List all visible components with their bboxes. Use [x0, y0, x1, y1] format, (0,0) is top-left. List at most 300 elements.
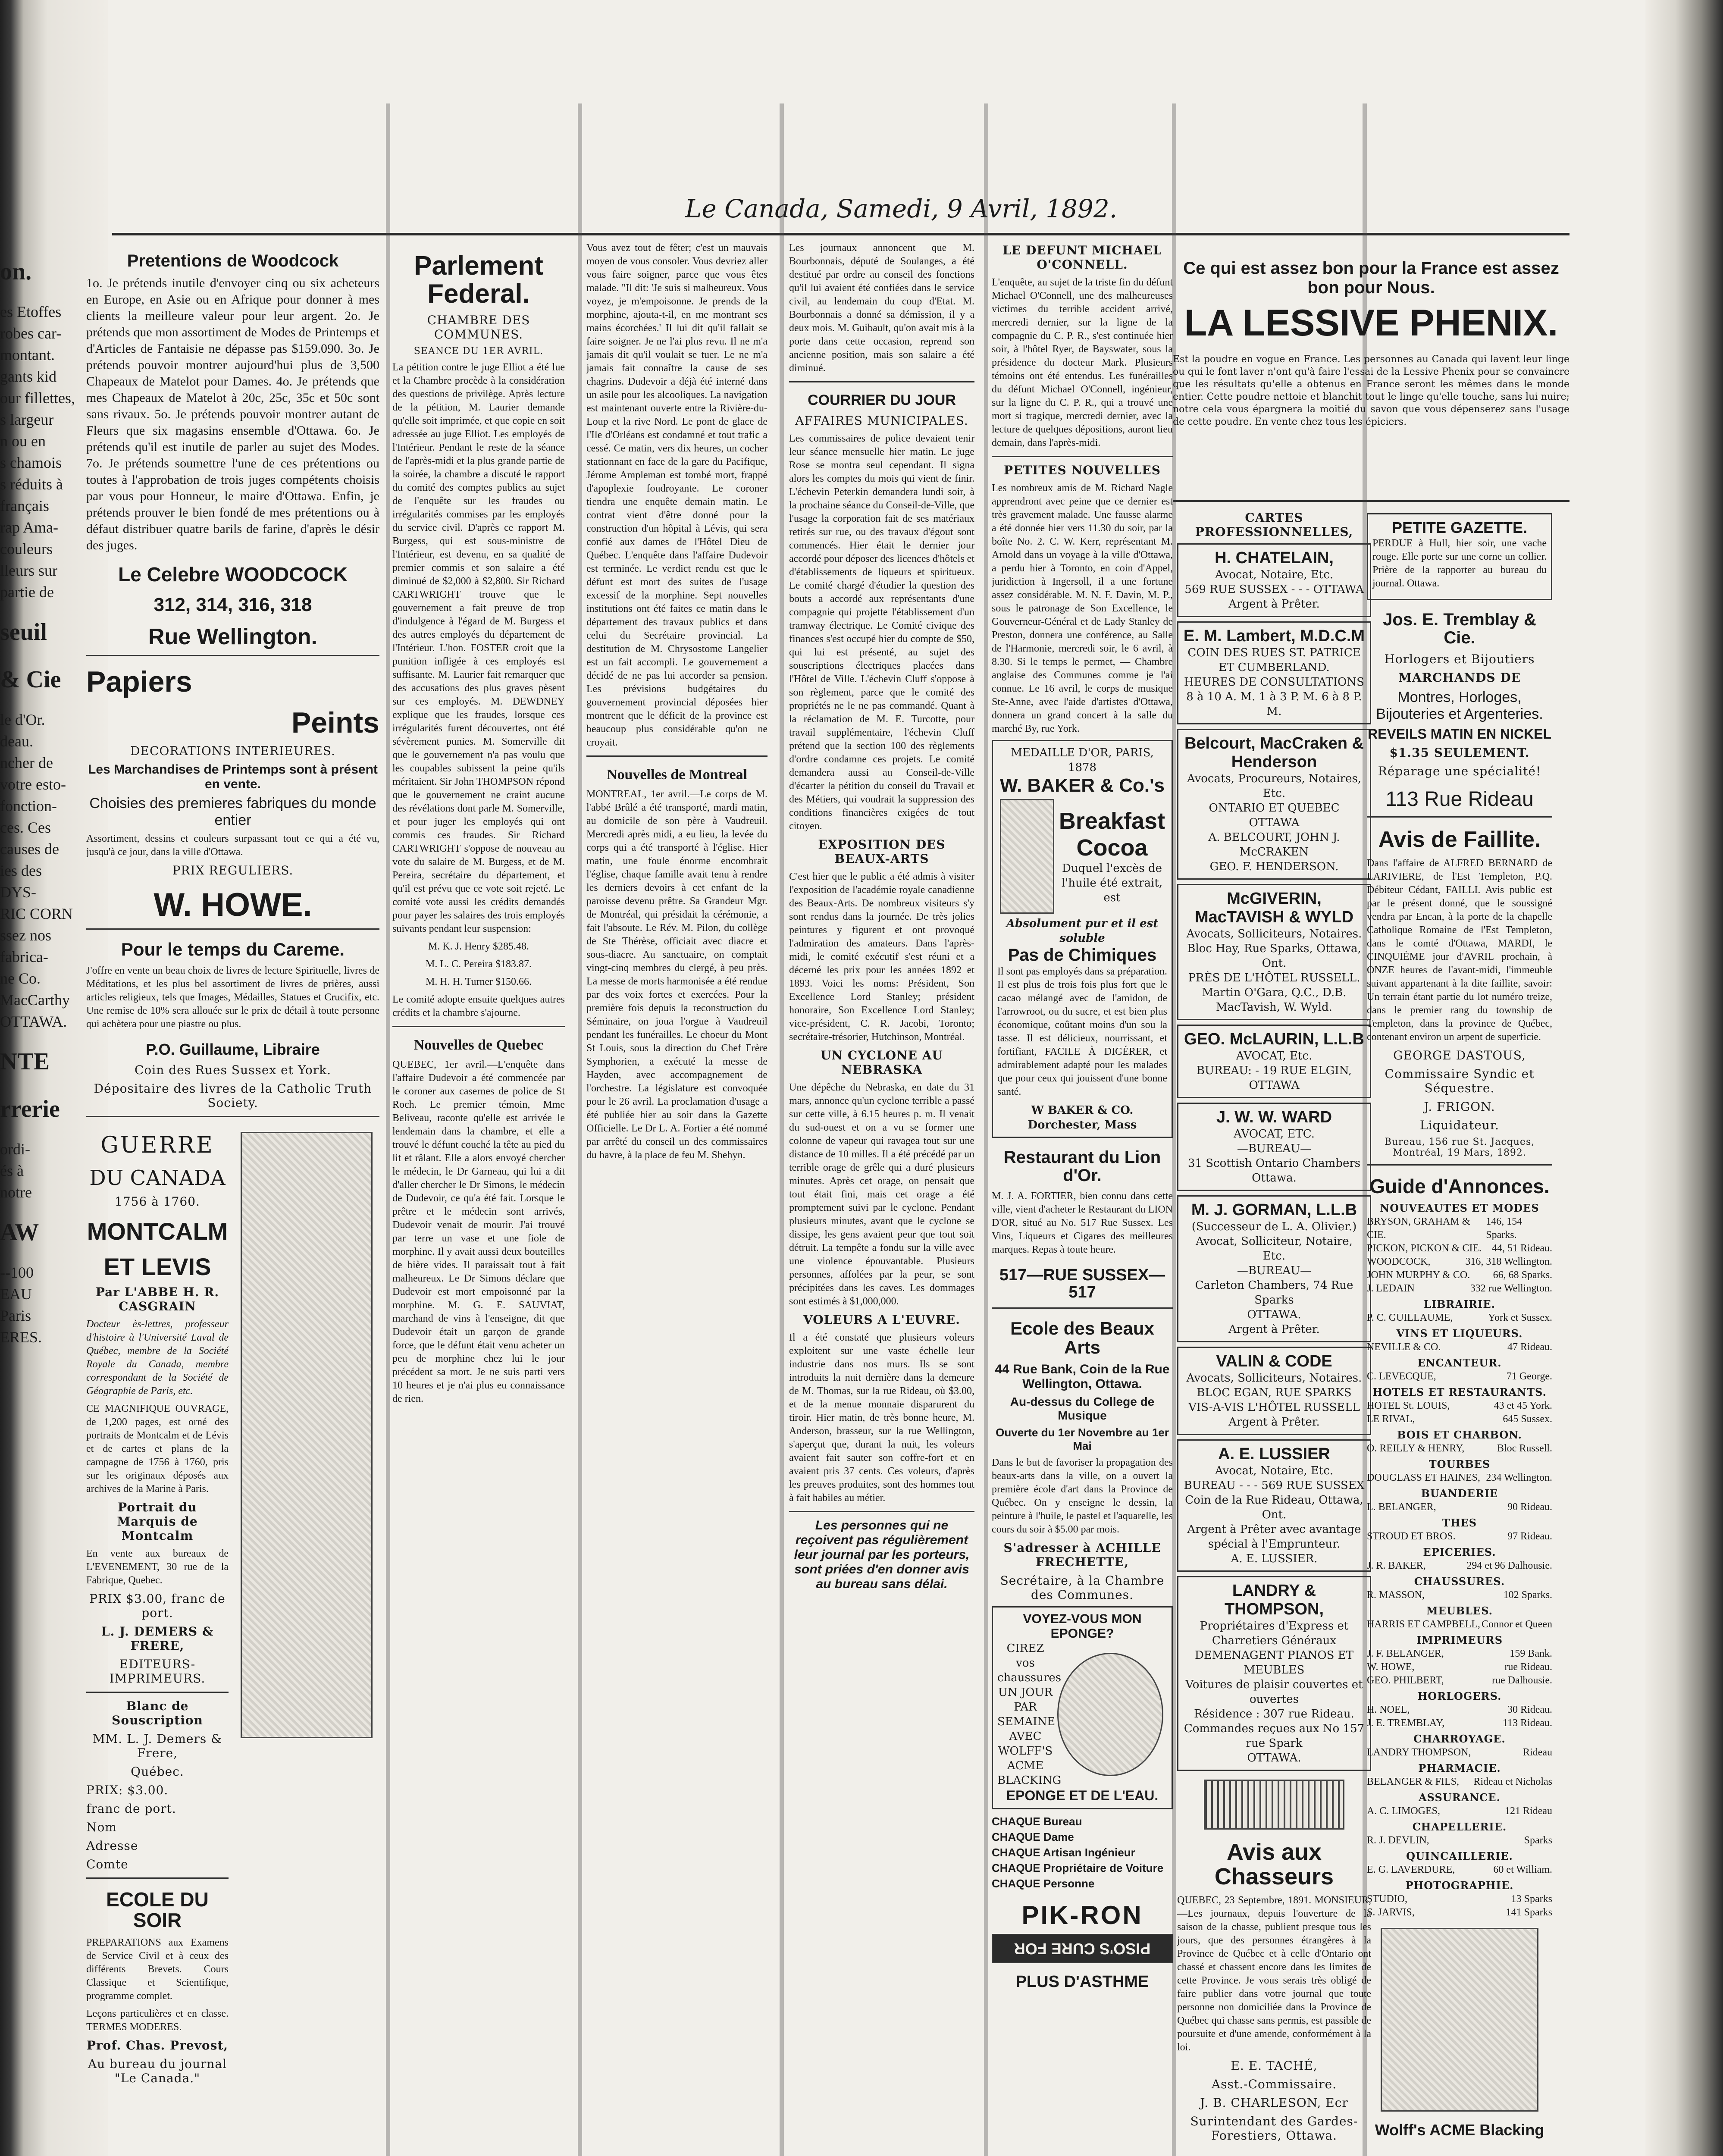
- reveils-heading: REVEILS MATIN EN NICKEL: [1367, 726, 1552, 742]
- stub-line: MacCarthy: [0, 991, 70, 1009]
- guide-advertiser: J. LEDAIN: [1367, 1283, 1415, 1294]
- separator: [992, 1307, 1173, 1309]
- guide-row: [1367, 1589, 1552, 1602]
- guide-section-title: VINS ET LIQUEURS.: [1396, 1327, 1523, 1340]
- stub-line: deau.: [0, 733, 33, 750]
- guide-row: [1367, 1618, 1552, 1631]
- guide-address: 113 Rideau.: [1502, 1717, 1552, 1729]
- prix-livre: PRIX $3.00, franc de port.: [89, 1592, 226, 1620]
- guide-advertiser: A. C. LIMOGES,: [1367, 1805, 1441, 1817]
- stub-line: ERES.: [0, 1329, 42, 1346]
- coat-of-arms: [1204, 1780, 1344, 1830]
- card-line: OTTAWA.: [1247, 1308, 1301, 1321]
- ecole-arts-title: Ecole des Beaux Arts: [1010, 1318, 1154, 1357]
- guide-row: [1367, 1370, 1552, 1383]
- guide-row: [1367, 1906, 1552, 1919]
- guide-advertiser: R. MASSON,: [1367, 1589, 1425, 1601]
- salary-item: M. L. C. Pereira $183.87.: [426, 959, 532, 970]
- card-line: Avocats, Solliciteurs, Notaires.: [1186, 928, 1362, 940]
- guide-address: rue Rideau.: [1504, 1661, 1552, 1673]
- montcalm-heading: MONTCALM: [87, 1217, 228, 1245]
- guide-advertiser: S. JARVIS,: [1367, 1907, 1415, 1918]
- stub-line: RIC CORN: [0, 905, 73, 922]
- pikron-logo: PIK-RON: [1021, 1900, 1143, 1930]
- chaque-list: [992, 1814, 1173, 1891]
- guide-address: 47 Rideau.: [1507, 1341, 1552, 1353]
- courrier-title: COURRIER DU JOUR: [808, 392, 956, 408]
- guerre-dates: 1756 à 1760.: [115, 1194, 200, 1209]
- lessive-slogan: Ce qui est assez bon pour la France est assez bon pour Nous.: [1183, 259, 1559, 297]
- stub-line: votre esto-: [0, 776, 66, 793]
- separator: [86, 1116, 379, 1117]
- affaires-subtitle: AFFAIRES MUNICIPALES.: [795, 413, 968, 428]
- separator: [86, 1877, 229, 1879]
- parlement-title: Parlement Federal.: [414, 251, 543, 309]
- salary-item: M. K. J. Henry $285.48.: [428, 941, 529, 953]
- card-line: DEMENAGENT PIANOS ET MEUBLES: [1194, 1649, 1354, 1677]
- seance-date: SEANCE DU 1ER AVRIL.: [414, 346, 544, 357]
- peints-heading: Peints: [291, 706, 379, 740]
- pisos-cure-ad: [992, 1934, 1173, 1963]
- stub-line: ces. Ces: [0, 819, 51, 836]
- baker-medal: MEDAILLE D'OR, PARIS, 1878: [1011, 746, 1154, 774]
- tache-title: Asst.-Commissaire.: [1211, 2077, 1337, 2092]
- professional-card: [1177, 884, 1371, 1020]
- acme-blacking-ad: [992, 1606, 1173, 1809]
- column-3: [586, 241, 768, 2147]
- column-1: [86, 241, 379, 2130]
- professional-card: [1177, 543, 1371, 617]
- guillaume-address: Coin des Rues Sussex et York.: [135, 1062, 331, 1077]
- book-advertisement-illustration: [241, 1132, 373, 1738]
- chasseurs-title: Avis aux Chasseurs: [1214, 1839, 1334, 1890]
- guide-advertiser: WOODCOCK,: [1367, 1256, 1431, 1268]
- guide-address: 294 et 96 Dalhousie.: [1466, 1560, 1552, 1572]
- author-description: Docteur ès-lettres, professeur d'histoire à l'Université Laval de Québec, membre de la Société Royale du Canada, membre correspondant de la Société de Géographie de Paris, etc.: [86, 1319, 229, 1397]
- guide-advertiser: H. NOEL,: [1367, 1704, 1410, 1716]
- guide-address: Bloc Russell.: [1497, 1443, 1552, 1454]
- chaque-item: CHAQUE Bureau: [992, 1814, 1082, 1828]
- careme-body: J'offre en vente un beau choix de livres de lecture Spirituelle, livres de Méditations, et les plus bel assortiment de livres de prières, aussi articles religieux, tels que Images, Médailles, Statues et Crucifix, etc. Une remise de 10% sera allouée sur le prix de détail à toute personne qui achètera pour une piastre ou plus.: [86, 965, 379, 1030]
- souscription-form: [86, 1783, 229, 1871]
- separator: [1367, 816, 1552, 818]
- guide-address: 332 rue Wellington.: [1470, 1283, 1552, 1294]
- oconnell-body: L'enquête, au sujet de la triste fin du défunt Michael O'Connell, une des malheureuses victimes du terrible accident arrivé, mercredi dernier, sur la ligne de la compagnie du C. P. R., s'est continuée hier soir, à l'hôtel Ryer, de Bayswater, sous la présidence du docteur Mark. Plusieurs témoins ont été entendus. Les funérailles du défunt Michael O'Connell, ingénieur, sur la ligne du C. P. R., qui a trouvé une mort si tragique, mercredi dernier, avec la lecture de quelques dépositions, auront lieu demain, dans l'après-midi.: [992, 277, 1173, 448]
- petite-gazette: [1367, 513, 1552, 600]
- guide-section-title: PHOTOGRAPHIE.: [1405, 1879, 1514, 1892]
- guide-address: 90 Rideau.: [1507, 1501, 1552, 1513]
- chaque-item: CHAQUE Artisan Ingénieur: [992, 1846, 1135, 1859]
- guide-address: 102 Sparks.: [1503, 1589, 1552, 1601]
- ecole-arts-dates: Ouverte du 1er Novembre au 1er Mai: [996, 1426, 1169, 1452]
- lessive-body: Est la poudre en vogue en France. Les personnes au Canada qui lavent leur linge ou qui le font laver n'ont qu'à faire l'essai de la Lessive Phenix pour se convaincre que les résultats qu'elle a obtenus en France seront les mêmes dans le monde entier. Cette poudre nettoie et blanchit tout le linge qu'elle touche, sans lui nuire; notre cela vous épargnera la moitié du savon que vous dépenserez sans l'usage de cette poudre. En vente chez tous les épiciers.: [1173, 354, 1569, 427]
- page-edge-right: [1645, 0, 1723, 2156]
- card-name: J. W. W. WARD: [1216, 1108, 1332, 1126]
- guide-section-title: EPICERIES.: [1423, 1546, 1496, 1559]
- no-chemicals-heading: Pas de Chimiques: [1008, 946, 1157, 965]
- stub-line: ordi-: [0, 1141, 30, 1158]
- card-line: Argent à Prêter.: [1228, 1416, 1320, 1429]
- separator: [1367, 1164, 1552, 1166]
- guide-row: [1367, 1399, 1552, 1413]
- stub-line: & Cie: [0, 666, 61, 693]
- card-line: Argent à Prêter.: [1228, 598, 1320, 611]
- tremblay-products: Montres, Horloges, Bijouteries et Argenteries.: [1376, 689, 1543, 722]
- card-line: OTTAWA: [1249, 816, 1300, 829]
- guide-address: Rideau et Nicholas: [1473, 1776, 1552, 1788]
- guide-address: 44, 51 Rideau.: [1492, 1243, 1552, 1254]
- reparage: Réparage une spécialité!: [1378, 764, 1541, 778]
- column-3-body: Vous avez tout de fêter; c'est un mauvais moyen de vous consoler. Vous devriez aller vous faire soigner, parce que vous êtes malade. "Il dit: 'Je suis si malheureux. Vous voyez, je m'empoisonne. Je prends de la morphine, ajouta-t-il, en me montrant ses mains écorchées.' Il lui dit qu'il fallait se faire soigner. Je ne l'ai plus revu. Il ne m'a jamais dit qu'il voulait se tuer. Le ne m'a jamais fait connaître la cause de ses chagrins. Dudevoir a déjà été interné dans un asile pour les alcooliques. La navigation est maintenant ouverte entre la Rivière-du-Loup et la rive Nord. Le pont de glace de l'Ile d'Orléans est condamné et tout trafic a cessé. Ce matin, vers dix heures, un cocher stationnant en face de la gare du Pacifique, Jérome Ampleman est tombé mort, frappé d'apoplexie foudroyante. Le coroner tiendra une enquête demain matin. Le contrat vient d'être donné pour la construction d'un hôpital à Lévis, qui sera confié aux dames de l'Hôtel Dieu de Québec. L'enquête dans l'affaire Dudevoir est terminée. Le verdict rendu est que le défunt est mort des suites de l'usage excessif de la morphine. Sept nouvelles institutions ont été faites ce matin dans le département des travaux publics et dans celui du Secrétaire provincial. La destitution de M. Chrysostome Langelier est un fait accompli. Le gouvernement a décidé de ne pas lui accorder sa pension. Les prévisions budgétaires du gouvernement provincial déposées hier montrent que le déficit de la province est beaucoup plus considérable qu'on ne croyait.: [586, 242, 768, 748]
- column-4: [789, 241, 974, 2147]
- parlement-after: Le comité adopte ensuite quelques autres crédits et la chambre s'ajourne.: [392, 994, 565, 1019]
- cartes-title: CARTES PROFESSIONNELLES,: [1195, 511, 1353, 539]
- lion-title: Restaurant du Lion d'Or.: [1003, 1148, 1161, 1185]
- form-row: PRIX: $3.00.: [86, 1783, 169, 1798]
- guide-row: [1367, 1559, 1552, 1573]
- guide-section-title: HORLOGERS.: [1417, 1690, 1502, 1703]
- lessive-phenix-ad: [1173, 259, 1569, 428]
- column-rule: [578, 103, 582, 2156]
- sponge-head-illustration: [1057, 1653, 1163, 1776]
- card-name: McGIVERIN, MacTAVISH & WYLD: [1194, 890, 1354, 926]
- card-line: Bloc Hay, Rue Sparks, Ottawa, Ont.: [1187, 942, 1361, 970]
- guide-advertiser: NEVILLE & CO.: [1367, 1341, 1441, 1353]
- guide-address: York et Sussex.: [1488, 1312, 1552, 1324]
- quebec-news-title: Nouvelles de Quebec: [414, 1037, 544, 1053]
- faillite-body: Dans l'affaire de ALFRED BERNARD de LARIVIERE, de l'Est Templeton, P.Q. Débiteur Cédant, FAILLI. Avis public est par le présent donné, que le soussigné vendra par Encan, à la porte de la chapelle Catholique Romaine de l'Est Templeton, dans le comté d'Ottawa, MARDI, le CINQUIÈME jour d'AVRIL prochain, à ONZE heures de l'avant-midi, l'immeuble suivant appartenant à la dite faillite, savoir: Un terrain étant partie du lot numéro treize, dans le premier rang du township de Templeton, dans la province de Québec, contenant environ un arpent de superficie.: [1367, 857, 1552, 1043]
- guide-row: [1367, 1413, 1552, 1426]
- guide-advertiser: HARRIS ET CAMPBELL,: [1367, 1619, 1480, 1630]
- guide-advertiser: W. HOWE,: [1367, 1661, 1415, 1673]
- guide-section-title: BOIS ET CHARBON.: [1397, 1429, 1522, 1442]
- guide-advertiser: PICKON, PICKON & CIE.: [1367, 1243, 1482, 1254]
- guide-advertiser: L. BELANGER,: [1367, 1501, 1436, 1513]
- cirez-text: CIREZ vos chaussures UN JOUR PAR SEMAINE AVEC WOLFF'S ACME BLACKING: [997, 1642, 1062, 1787]
- chaque-item: CHAQUE Personne: [992, 1877, 1095, 1890]
- card-line: AVOCAT, Etc.: [1236, 1050, 1313, 1062]
- column-7: [1367, 509, 1552, 2147]
- card-line: Commandes reçues aux No 157 rue Spark: [1184, 1722, 1365, 1750]
- guide-advertiser: E. G. LAVERDURE,: [1367, 1864, 1455, 1876]
- guide-section-title: IMPRIMEURS: [1416, 1634, 1503, 1647]
- cyclone-title: UN CYCLONE AU NEBRASKA: [821, 1048, 943, 1077]
- reveils-price: $1.35 SEULEMENT.: [1389, 746, 1530, 760]
- frigon-date: Bureau, 156 rue St. Jacques, Montréal, 19 Mars, 1892.: [1384, 1136, 1535, 1158]
- lion-address: 517—RUE SUSSEX—517: [999, 1266, 1165, 1301]
- gazette-body: PERDUE à Hull, hier soir, une vache rouge. Elle porte sur une corne un collier. Prière de la rapporter au bureau du journal. Ottawa.: [1372, 538, 1547, 589]
- guide-row: [1367, 1311, 1552, 1325]
- guide-section-title: NOUVEAUTES ET MODES: [1380, 1202, 1539, 1215]
- expo-body: C'est hier que le public a été admis à visiter l'exposition de l'académie royale canadienne des Beaux-Arts. De nombreux visiteurs s'y sont rendus dans la journée. De très jolies peintures y figurent et ont provoqué l'admiration des amateurs. Dans l'après-midi, le comité exécutif s'est réuni et a décerné les prix pour les années 1892 et 1893. Voici les noms: Président, Son Excellence Lord Stanley; président honoraire, Son Excellence Lord Stanley; vice-président, C. R. Jacobi, Toronto; secrétaire-trésorier, Hutchinson, Montréal.: [789, 871, 974, 1043]
- guide-advertiser: GEO. PHILBERT,: [1367, 1675, 1444, 1686]
- guide-address: rue Dalhousie.: [1492, 1675, 1552, 1686]
- card-line: (Successeur de L. A. Olivier.): [1191, 1220, 1357, 1233]
- guide-row: [1367, 1647, 1552, 1661]
- lessive-rule: [1173, 500, 1569, 502]
- woodcock-street: Rue Wellington.: [148, 624, 317, 650]
- guide-row: [1367, 1674, 1552, 1687]
- cyclone-body: Une dépêche du Nebraska, en date du 31 mars, annonce qu'un cyclone terrible a passé sur cette ville, à 6.15 heures p. m. Il venait du sud-ouest et on a vu se former une colonne de vapeur qui ravagea tout sur une distance de 10 milles. Il a été précédé par un terrible orage de grêle qui a duré plusieurs minutes. Après cet orage, on pensait que tout était fini, mais cet orage a été promptement suivi par le cyclone. Pendant plusieurs minutes, avant que le cyclone se dissipe, les gens avaient peur que tout soit détruit. La tempête a fondu sur la ville avec une violence épouvantable. Plusieurs personnes, affolées par la peur, se sont précipitées dans les caves. Les dommages sont estimés à $1,000,000.: [789, 1081, 974, 1307]
- card-line: BUREAU: - 19 RUE ELGIN, OTTAWA: [1196, 1064, 1352, 1092]
- guide-section-title: BUANDERIE: [1421, 1487, 1498, 1500]
- souscription-city: Québec.: [131, 1764, 184, 1779]
- professional-card: [1177, 1103, 1371, 1191]
- guide-section-title: ENCANTEUR.: [1417, 1357, 1502, 1369]
- card-line: Avocats, Procureurs, Notaires, Etc.: [1187, 772, 1362, 800]
- guide-row: [1367, 1805, 1552, 1818]
- tremblay-name: Jos. E. Tremblay & Cie.: [1383, 610, 1536, 647]
- stub-line: notre: [0, 1184, 32, 1201]
- guide-row: [1367, 1703, 1552, 1717]
- chaque-item: CHAQUE Propriétaire de Voiture: [992, 1861, 1164, 1874]
- card-line: —BUREAU—: [1237, 1142, 1312, 1155]
- separator: [992, 456, 1173, 457]
- professional-card: [1177, 1576, 1371, 1771]
- guide-advertiser: BRYSON, GRAHAM & CIE.: [1367, 1216, 1470, 1241]
- howe-name: W. HOWE.: [154, 886, 312, 923]
- guide-section-title: QUINCAILLERIE.: [1406, 1850, 1513, 1863]
- wolff-logo: Wolff's ACME Blacking: [1375, 2121, 1544, 2139]
- gazette-title: PETITE GAZETTE.: [1391, 519, 1527, 536]
- montreal-news-title: Nouvelles de Montreal: [606, 767, 748, 783]
- guide-address: 66, 68 Sparks.: [1493, 1269, 1552, 1281]
- ecole-soir-body: PREPARATIONS aux Examens de Service Civil et à ceux des différents Brevets. Cours Classique et Scientifique, programme complet.: [86, 1937, 229, 2002]
- masthead-rule: [112, 233, 1569, 235]
- subscriber-notice: Les personnes qui ne reçoivent pas régulièrement leur journal par les porteurs, sont priées d'en donner avis au bureau sans délai.: [794, 1518, 970, 1591]
- advertiser-guide: [1367, 1202, 1552, 1919]
- guide-advertiser: LE RIVAL,: [1367, 1413, 1415, 1425]
- guide-advertiser: JOHN MURPHY & CO.: [1367, 1269, 1470, 1281]
- card-line: Voitures de plaisir couvertes et ouvertes: [1185, 1678, 1363, 1706]
- guide-address: 43 et 45 York.: [1494, 1400, 1552, 1412]
- parlement-body: La pétition contre le juge Elliot a été lue et la Chambre procède à la considération des questions de privilège. Après lecture de la pétition, M. Laurier demande qu'elle soit imprimée, et que copie en soit adressée au juge Elliot. Les employés de l'Intérieur. Pendant le reste de la séance de l'après-midi et la plus grande partie de la soirée, la chambre a discuté le rapport du comité des comptes publics au sujet de l'enquête sur les fraudes ou irrégularités commises par les employés du service civil. D'après ce rapport M. Burgess, qui est sous-ministre de l'Intérieur, est devenu, en sa qualité de premier commis et son salaire a été diminué de $2,000 à $2,800. Sir Richard CARTWRIGHT trouve que le gouvernement a fait preuve de trop d'indulgence à l'égard de M. Burgess et des autres employés du département de l'Intérieur. L'hon. FOSTER croit que la punition infligée à ces employés est suffisante. M. Laurier fait remarquer que des accusations des plus graves pèsent sur ces employés. M. DEWDNEY explique que les fraudes, lorsque ces irrégularités furent découvertes, ont été sévèrement punies. M. Somerville dit que le gouvernement n'a pas voulu que les coupables subissent la peine qu'ils méritaient. Sir John THOMPSON répond que le gouvernement ne craint aucune des révélations dont parle M. Somerville, et pour juger les employés qui ont commis ces fraudes. Sir Richard CARTWRIGHT s'oppose de nouveau au vote du salaire de M. Burgess, et de M. Pereira, secrétaire du département, et qu'il est prévu que ce vote soit rejeté. Le comité vote aussi les crédits demandés pour payer les salaires des trois employés suivants pendant leur suspension:: [392, 362, 565, 935]
- card-line: Argent à Prêter avec avantage spécial à l'Emprunteur.: [1187, 1523, 1361, 1551]
- guide-row: [1367, 1471, 1552, 1485]
- montreal-news-body: MONTREAL, 1er avril.—Le corps de M. l'abbé Brûlé a été transporté, mardi matin, au domicile de son père à Vaudreuil. Mercredi après midi, a eu lieu, la levée du corps qui a été transporté à l'église. Hier matin, une foule énorme encombrait l'église, chaque famille avait tenu à rendre les derniers devoirs à cet enfant de la paroisse devenu prêtre. Sa Grandeur Mgr. de Montréal, qui présidait la cérémonie, a fait l'absoute. Le Rév. M. Pilon, du collège de Ste Thérèse, officiait avec diacre et sous-diacre. Au sanctuaire, on comptait vingt-cinq membres du clergé, à peu près. La messe de morts harmonisée a été rendue par des voix fortes et exercées. Pour la première fois depuis la reconstruction du Séminaire, on joua l'orgue à Vaudreuil pendant les funérailles. Le choeur du Mont St Louis, sous la direction du Chef Frère Symphorien, a exécuté la messe de Hayden, avec accompagnement de l'orchestre. La législature est convoquée pour le 26 avril. La proclamation d'usage a été publiée hier au soir dans la Gazette Officielle. Le Dr L. A. Fortier a été nommé par arrêté du conseil un des commissaires du havre, à la place de feu M. Shehyn.: [586, 788, 768, 1161]
- guide-advertiser: O. REILLY & HENRY,: [1367, 1443, 1465, 1454]
- frechette-title: Secrétaire, à la Chambre des Communes.: [1000, 1573, 1165, 1602]
- card-line: Martin O'Gara, Q.C., D.B. MacTavish, W. Wyld.: [1202, 986, 1347, 1014]
- column-2: [392, 241, 565, 2147]
- form-row: Adresse: [86, 1839, 138, 1853]
- stub-line: causes de: [0, 840, 59, 858]
- card-line: Carleton Chambers, 74 Rue Sparks: [1195, 1279, 1353, 1307]
- asthme-heading: PLUS D'ASTHME: [1015, 1972, 1149, 1991]
- professional-card: [1177, 729, 1371, 880]
- guide-row: [1367, 1242, 1552, 1255]
- professional-card: [1177, 1439, 1371, 1572]
- guillaume-depositaire: Dépositaire des livres de la Catholic Truth Society.: [94, 1081, 372, 1110]
- stub-line: partie de: [0, 583, 54, 601]
- guide-row: [1367, 1530, 1552, 1543]
- breakfast-heading: Breakfast: [1059, 808, 1165, 834]
- card-line: ONTARIO ET QUEBEC: [1209, 802, 1340, 815]
- guide-row: [1367, 1834, 1552, 1847]
- prix-reguliers: PRIX REGULIERS.: [172, 863, 294, 877]
- card-line: Résidence : 307 rue Rideau.: [1194, 1708, 1354, 1720]
- bourbonnais-text: Les journaux annoncent que M. Bourbonnais, député de Soulanges, a été destitué par ordre au conseil des fonctions qu'il lui avaient été confiées dans le service civil, au lendemain du coup d'Etat. M. Bourbonnais a donné sa démission, il y a deux mois. M. Guibault, qu'on avait mis à la porte dans cette occasion, reprend son ancienne position, mais son salaire a été diminué.: [789, 242, 974, 374]
- guide-address: Rideau: [1523, 1747, 1552, 1758]
- separator: [86, 655, 379, 656]
- stub-line: lleurs sur: [0, 562, 57, 579]
- column-rule: [386, 103, 390, 2156]
- stub-line: our fillettes,: [0, 389, 75, 407]
- form-row: franc de port.: [86, 1802, 176, 1816]
- card-line: Avocat, Notaire, Etc.: [1215, 1464, 1334, 1477]
- tache-name: E. E. TACHÉ,: [1231, 2059, 1318, 2073]
- card-name: H. CHATELAIN,: [1215, 549, 1334, 567]
- guide-section-title: MEUBLES.: [1426, 1604, 1493, 1617]
- guide-address: 645 Sussex.: [1503, 1413, 1552, 1425]
- frigon-title: Liquidateur.: [1419, 1118, 1500, 1132]
- guide-address: 316, 318 Wellington.: [1465, 1256, 1552, 1268]
- guide-address: 234 Wellington.: [1486, 1472, 1552, 1484]
- editeurs-line: EDITEURS-IMPRIMEURS.: [109, 1657, 206, 1686]
- guide-row: [1367, 1775, 1552, 1789]
- marchandises-text: Les Marchandises de Printemps sont à présent en vente.: [88, 762, 378, 791]
- card-name: A. E. LUSSIER: [1218, 1445, 1330, 1463]
- guillaume-name: P.O. Guillaume, Libraire: [146, 1040, 320, 1058]
- guide-address: 30 Rideau.: [1507, 1704, 1552, 1716]
- salaries-list: [392, 940, 565, 989]
- card-line: Argent à Prêter.: [1228, 1323, 1320, 1336]
- card-line: 569 RUE SUSSEX - - - OTTAWA: [1184, 583, 1364, 596]
- guide-advertiser: STUDIO,: [1367, 1893, 1407, 1905]
- woodcock-title: Pretentions de Woodcock: [127, 251, 339, 270]
- guide-section-title: CHARROYAGE.: [1413, 1733, 1506, 1745]
- stub-line: EAU: [0, 1285, 32, 1303]
- pisos-text: PISO'S CURE FOR: [1014, 1940, 1151, 1958]
- woodcock-name: Le Celebre WOODCOCK: [118, 563, 348, 586]
- card-line: Coin de la Rue Rideau, Ottawa, Ont.: [1185, 1494, 1363, 1521]
- tremblay-address: 113 Rue Rideau: [1385, 788, 1534, 811]
- card-line: A. BELCOURT, JOHN J. McCRAKEN: [1208, 831, 1340, 859]
- choisies-text: Choisies des premieres fabriques du monde entier: [89, 795, 376, 828]
- stub-line: ies des: [0, 862, 42, 879]
- card-name: VALIN & CODE: [1216, 1352, 1332, 1370]
- card-line: HEURES DE CONSULTATIONS: [1184, 676, 1364, 689]
- professional-cards: [1177, 543, 1371, 1771]
- ecole-soir-lecons: Leçons particulières et en classe. TERMES MODERES.: [86, 2008, 229, 2033]
- baker-cocoa-ad: [992, 740, 1173, 1138]
- stub-line: s réduits à: [0, 476, 63, 493]
- card-line: PRÈS DE L'HÔTEL RUSSELL.: [1188, 971, 1360, 984]
- cocoa-heading: Cocoa: [1076, 835, 1148, 861]
- stub-line: ssez nos: [0, 927, 51, 944]
- guide-advertiser: P. C. GUILLAUME,: [1367, 1312, 1453, 1324]
- stub-line: français: [0, 497, 49, 514]
- voleurs-title: VOLEURS A L'EUVRE.: [803, 1312, 960, 1327]
- guide-address: 60 et William.: [1493, 1864, 1552, 1876]
- stub-line: es Etoffes: [0, 303, 62, 320]
- separator: [86, 928, 379, 930]
- baker-footer: W BAKER & CO. Dorchester, Mass: [1028, 1104, 1137, 1131]
- guide-section-title: CHAPELLERIE.: [1412, 1821, 1507, 1833]
- charleson-title: Surintendant des Gardes-Forestiers, Ottawa.: [1190, 2114, 1358, 2143]
- oconnell-title: LE DEFUNT MICHAEL O'CONNELL.: [1002, 243, 1162, 272]
- guide-advertiser: J. R. BAKER,: [1367, 1560, 1426, 1572]
- guide-section-title: ASSURANCE.: [1419, 1791, 1501, 1804]
- stub-line: le d'Or.: [0, 711, 45, 728]
- stub-line: fabrica-: [0, 948, 48, 965]
- guide-advertiser: R. J. DEVLIN,: [1367, 1835, 1429, 1846]
- professional-card: [1177, 621, 1371, 724]
- card-line: COIN DES RUES ST. PATRICE ET CUMBERLAND.: [1187, 646, 1361, 674]
- ecole-arts-address: 44 Rue Bank, Coin de la Rue Wellington, Ottawa.: [995, 1362, 1170, 1391]
- woodcock-body: 1o. Je prétends inutile d'envoyer cinq ou six acheteurs en Europe, en Asie ou en Afrique pour donner à mes clients la meilleure valeur pour leur argent. 2o. Je prétends que mon assortiment de Modes de Printemps et d'Articles de Fantaisie ne dépasse pas $159.090. 3o. Je prétends pouvoir montrer aujourd'hui plus de 3,500 Chapeaux de Matelot pour Dames. 4o. Je prétends que mes Chapeaux de Matelot à 20c, 25c, 35c et 50c sont sans rivaux. 5o. Je prétends pouvoir montrer autant de Fleurs que six magasins ensemble d'Ottawa. 6o. Je prétends qu'il est inutile de parler au sujet des Modes. 7o. Je prétends soumettre l'une de ces prétentions ou toutes à l'approbation de trois juges compétents choisis par vous pour Honneur, le maire d'Ottawa. Enfin, je prétends prouver le bien fondé de mes prétentions ou à défaut distribuer quatre barils de farine, d'après le désir des juges.: [86, 276, 379, 552]
- assortiment-text: Assortiment, dessins et couleurs surpassant tout ce qui a été vu, jusqu'à ce jour, dans la ville d'Ottawa.: [86, 833, 379, 858]
- charleson-name: J. B. CHARLESON, Ecr: [1200, 2096, 1348, 2110]
- guide-row: [1367, 1215, 1552, 1242]
- card-name: M. J. GORMAN, L.L.B: [1191, 1201, 1357, 1219]
- stub-line: NTE: [0, 1048, 50, 1075]
- baker-pure: Absolument pur et il est soluble: [1006, 917, 1159, 945]
- guide-row: [1367, 1863, 1552, 1877]
- municipal-body: Les commissaires de police devaient tenir leur séance mensuelle hier matin. Le juge Rose se montra seul cependant. Il signa alors les comptes du mois qui vient de finir. L'échevin Peterkin demandera lundi soir, à la prochaine séance du Conseil-de-Ville, que l'usage la corporation fait de ses matériaux retirés sur rue, ou des travaux d'égout sont commencés. Hier était le dernier jour accordé pour déposer des licences d'hôtels et d'établissements de liqueurs et spiritueux. Le comité chargé d'étudier la question des bouts a accordé aux représentants d'une compagnie qui projette l'établissement d'un tramway électrique. Le Comité civique des finances s'est occupé hier du compte de $50, qui lui est présenté, au sujet des souscriptions électriques placées dans l'Hôtel de Ville. L'échevin Cluff s'oppose à son règlement, parce que le comité des propriétés ne le ne pas commandé. Quant à la réclamation de M. E. Turcotte, pour travail supplémentaire, l'échevin Cluff prétend que la section 100 des règlements d'ordre condamne ces projets. Le comité demandera aussi au Conseil-de-Ville d'écarter la pétition du conseil du Travail et des Métiers, qui voudrait la suppression des conditions financières exigées de tout citoyen.: [789, 432, 974, 832]
- petites-body: Les nombreux amis de M. Richard Nagle apprendront avec peine que ce dernier est très gravement malade. Une fausse alarme a été donnée hier vers 11.30 du soir, par la boîte No. 2. C. W. Kerr, représentant M. Arnold dans un voyage à la ville d'Ottawa, a perdu hier à Toronto, en coin d'Appel, juridiction à Ingersoll, il a une fortune assez considérable. M. N. F. Davin, M. P., sous le patronage de Son Excellence, le Gouverneur-Général et de Lady Stanley de Preston, donnera une conférence, au Salle de l'Harmonie, mercredi soir, le 6 avril, à 8.30. Si le temps le permet, — Chambre anglaise des Communes comme je l'ai connue. Le 16 avril, le corps de musique Ste-Anne, avec l'aide d'artistes d'Ottawa, donnera un grand concert à la salle du marché By, rue York.: [992, 483, 1173, 734]
- dastous-title: Commissaire Syndic et Séquestre.: [1385, 1066, 1535, 1095]
- chambre-subtitle: CHAMBRE DES COMMUNES.: [427, 313, 530, 342]
- stub-line: seuil: [0, 619, 47, 646]
- stub-line: robes car-: [0, 325, 62, 342]
- card-line: GEO. F. HENDERSON.: [1209, 860, 1339, 873]
- baker-body: Il sont pas employés dans sa préparation. Il est plus de trois fois plus fort que le cacao mélangé avec de l'amidon, de l'arrowroot, ou du sucre, et est bien plus économique, coûtant moins d'un sou la tasse. Il est délicieux, nourrissant, et fortifiant, FACILE À DIGÉRER, et admirablement adapté pour les malades que pour ceux qui jouissent d'une bonne santé.: [997, 966, 1167, 1097]
- stub-line: on.: [0, 258, 32, 285]
- salary-item: M. H. H. Turner $150.66.: [425, 976, 532, 988]
- guide-address: 13 Sparks: [1511, 1893, 1552, 1905]
- en-vente-text: En vente aux bureaux de L'EVENEMENT, 30 rue de la Fabrique, Quebec.: [86, 1548, 229, 1586]
- guide-address: 141 Sparks: [1506, 1907, 1552, 1918]
- guide-advertiser: HOTEL St. LOUIS,: [1367, 1400, 1450, 1412]
- baker-sub: Duquel l'excès de l'huile été extrait, est: [1061, 862, 1163, 904]
- prevost-name: Prof. Chas. Prevost,: [86, 2038, 229, 2053]
- tremblay-marchands: MARCHANDS DE: [1398, 671, 1521, 685]
- guide-section-title: HOTELS ET RESTAURANTS.: [1372, 1386, 1547, 1399]
- guide-section-title: THES: [1442, 1517, 1477, 1529]
- frechette-name: S'adresser à ACHILLE FRECHETTE,: [1003, 1540, 1161, 1569]
- souscription-title: Blanc de Souscription: [112, 1699, 203, 1728]
- decorations-subheading: DECORATIONS INTERIEURES.: [130, 743, 335, 758]
- frigon-name: J. FRIGON.: [1424, 1099, 1495, 1114]
- stub-line: ne Co.: [0, 970, 41, 987]
- card-line: BLOC EGAN, RUE SPARKS: [1197, 1386, 1352, 1399]
- stub-line: s chamois: [0, 454, 62, 471]
- guide-section-title: LIBRAIRIE.: [1424, 1298, 1495, 1311]
- du-canada-heading: DU CANADA: [89, 1166, 226, 1191]
- guide-section-title: CHAUSSURES.: [1414, 1575, 1505, 1588]
- stub-line: couleurs: [0, 540, 53, 558]
- guide-address: Sparks: [1524, 1835, 1552, 1846]
- portrait-line: Portrait du Marquis de Montcalm: [117, 1500, 198, 1543]
- card-line: Propriétaires d'Express et Charretiers Généraux: [1200, 1620, 1349, 1647]
- card-line: Avocat, Solliciteur, Notaire, Etc.: [1196, 1235, 1353, 1263]
- petites-title: PETITES NOUVELLES: [1004, 463, 1161, 477]
- stub-line: rrerie: [0, 1096, 60, 1122]
- stub-line: montant.: [0, 346, 55, 364]
- column-rule: [984, 103, 988, 2156]
- form-row: Comte: [86, 1857, 128, 1872]
- stub-line: OTTAWA.: [0, 1013, 67, 1030]
- ecole-arts-location: Au-dessus du College de Musique: [1010, 1395, 1155, 1422]
- tremblay-trade: Horlogers et Bijoutiers: [1384, 652, 1535, 666]
- card-line: VIS-A-VIS L'HÔTEL RUSSELL: [1188, 1401, 1360, 1414]
- woman-shining-shoes-illustration: [1381, 1928, 1538, 2112]
- guide-advertiser: LANDRY THOMPSON,: [1367, 1747, 1471, 1758]
- form-row: Nom: [86, 1820, 117, 1835]
- guide-address: 71 George.: [1506, 1371, 1552, 1382]
- card-name: E. M. Lambert, M.D.C.M: [1183, 627, 1365, 645]
